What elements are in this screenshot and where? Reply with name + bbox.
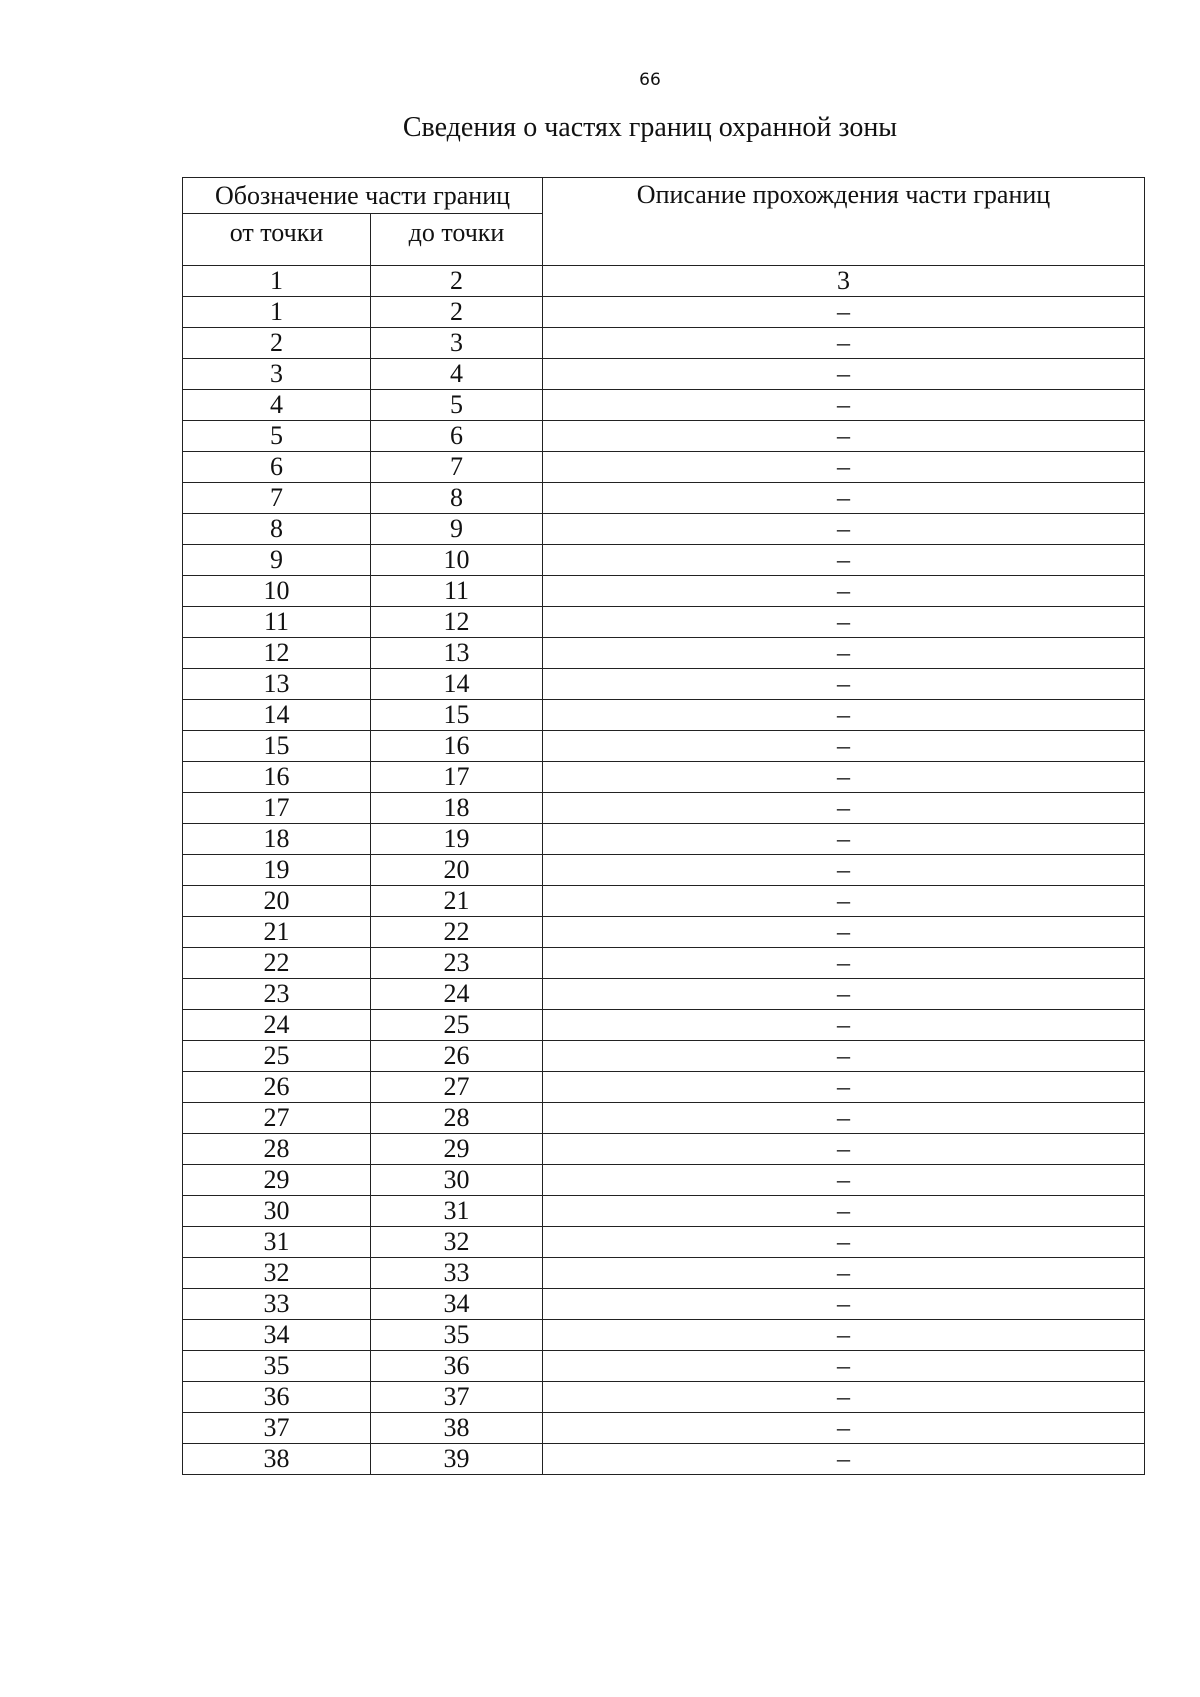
description-cell: – (543, 1413, 1145, 1444)
to-point-cell: 4 (371, 359, 543, 390)
table-row (183, 1413, 1145, 1444)
from-point-cell: 15 (183, 731, 371, 762)
to-point-cell: 9 (371, 514, 543, 545)
description-cell: – (543, 1010, 1145, 1041)
to-point-cell: 14 (371, 669, 543, 700)
to-point-cell: 30 (371, 1165, 543, 1196)
from-point-cell: 9 (183, 545, 371, 576)
from-point-cell: 32 (183, 1258, 371, 1289)
to-point-cell: 27 (371, 1072, 543, 1103)
description-cell: – (543, 1103, 1145, 1134)
to-point-cell: 22 (371, 917, 543, 948)
to-point-cell: 39 (371, 1444, 543, 1475)
from-point-cell: 38 (183, 1444, 371, 1475)
description-cell: – (543, 545, 1145, 576)
description-cell: – (543, 576, 1145, 607)
from-point-cell: 12 (183, 638, 371, 669)
table-row (183, 1103, 1145, 1134)
description-cell: – (543, 607, 1145, 638)
from-point-cell: 18 (183, 824, 371, 855)
table-row (183, 483, 1145, 514)
table-row (183, 1289, 1145, 1320)
to-point-cell: 33 (371, 1258, 543, 1289)
boundary-parts-table (182, 177, 1145, 1475)
from-point-cell: 36 (183, 1382, 371, 1413)
from-point-cell: 29 (183, 1165, 371, 1196)
description-cell: – (543, 1041, 1145, 1072)
to-point-cell: 18 (371, 793, 543, 824)
table-row (183, 328, 1145, 359)
table-row (183, 1165, 1145, 1196)
from-point-cell: 3 (183, 359, 371, 390)
from-point-cell: 22 (183, 948, 371, 979)
from-point-cell: 37 (183, 1413, 371, 1444)
to-point-cell: 37 (371, 1382, 543, 1413)
description-cell: – (543, 1196, 1145, 1227)
to-point-cell: 11 (371, 576, 543, 607)
from-point-cell: 7 (183, 483, 371, 514)
table-row (183, 669, 1145, 700)
table-row (183, 390, 1145, 421)
table-row (183, 886, 1145, 917)
description-cell: – (543, 855, 1145, 886)
from-point-cell: 20 (183, 886, 371, 917)
table-row (183, 917, 1145, 948)
from-point-cell: 25 (183, 1041, 371, 1072)
description-cell: – (543, 1165, 1145, 1196)
description-cell: – (543, 452, 1145, 483)
description-cell: – (543, 421, 1145, 452)
from-point-cell: 26 (183, 1072, 371, 1103)
to-point-cell: 19 (371, 824, 543, 855)
to-point-cell: 15 (371, 700, 543, 731)
header-boundary-designation: Обозначение части границ (183, 178, 543, 214)
table-row (183, 452, 1145, 483)
table-row (183, 855, 1145, 886)
description-cell: – (543, 390, 1145, 421)
from-point-cell: 11 (183, 607, 371, 638)
to-point-cell: 17 (371, 762, 543, 793)
to-point-cell: 20 (371, 855, 543, 886)
description-cell: – (543, 917, 1145, 948)
description-cell: – (543, 886, 1145, 917)
from-point-cell: 8 (183, 514, 371, 545)
to-point-cell: 10 (371, 545, 543, 576)
header-boundary-description: Описание прохождения части границ (543, 178, 1145, 266)
table-row (183, 1258, 1145, 1289)
table-row (183, 1196, 1145, 1227)
from-point-cell: 5 (183, 421, 371, 452)
from-point-cell: 4 (183, 390, 371, 421)
table-row (183, 607, 1145, 638)
from-point-cell: 10 (183, 576, 371, 607)
document-title: Сведения о частях границ охранной зоны (402, 112, 898, 143)
table-row (183, 545, 1145, 576)
table-row (183, 762, 1145, 793)
column-index-cell: 1 (183, 266, 371, 297)
from-point-cell: 14 (183, 700, 371, 731)
description-cell: – (543, 297, 1145, 328)
description-cell: – (543, 1134, 1145, 1165)
table-row (183, 1382, 1145, 1413)
to-point-cell: 21 (371, 886, 543, 917)
table-row (183, 1320, 1145, 1351)
description-cell: – (543, 638, 1145, 669)
table-row (183, 948, 1145, 979)
to-point-cell: 34 (371, 1289, 543, 1320)
from-point-cell: 33 (183, 1289, 371, 1320)
to-point-cell: 3 (371, 328, 543, 359)
description-cell: – (543, 793, 1145, 824)
from-point-cell: 24 (183, 1010, 371, 1041)
table-row (183, 297, 1145, 328)
column-index-cell: 2 (371, 266, 543, 297)
description-cell: – (543, 328, 1145, 359)
to-point-cell: 36 (371, 1351, 543, 1382)
to-point-cell: 7 (371, 452, 543, 483)
from-point-cell: 23 (183, 979, 371, 1010)
from-point-cell: 34 (183, 1320, 371, 1351)
from-point-cell: 28 (183, 1134, 371, 1165)
column-index-row (183, 266, 1145, 297)
description-cell: – (543, 1227, 1145, 1258)
to-point-cell: 32 (371, 1227, 543, 1258)
description-cell: – (543, 1382, 1145, 1413)
to-point-cell: 26 (371, 1041, 543, 1072)
table-row (183, 979, 1145, 1010)
header-from-point: от точки (183, 214, 371, 266)
description-cell: – (543, 731, 1145, 762)
from-point-cell: 13 (183, 669, 371, 700)
description-cell: – (543, 1072, 1145, 1103)
to-point-cell: 24 (371, 979, 543, 1010)
to-point-cell: 29 (371, 1134, 543, 1165)
to-point-cell: 2 (371, 297, 543, 328)
from-point-cell: 17 (183, 793, 371, 824)
from-point-cell: 19 (183, 855, 371, 886)
from-point-cell: 6 (183, 452, 371, 483)
table-row (183, 421, 1145, 452)
to-point-cell: 35 (371, 1320, 543, 1351)
to-point-cell: 6 (371, 421, 543, 452)
table-row (183, 1227, 1145, 1258)
description-cell: – (543, 1444, 1145, 1475)
to-point-cell: 5 (371, 390, 543, 421)
description-cell: – (543, 1351, 1145, 1382)
table-row (183, 514, 1145, 545)
description-cell: – (543, 762, 1145, 793)
table-row (183, 638, 1145, 669)
to-point-cell: 31 (371, 1196, 543, 1227)
to-point-cell: 25 (371, 1010, 543, 1041)
from-point-cell: 30 (183, 1196, 371, 1227)
description-cell: – (543, 1289, 1145, 1320)
description-cell: – (543, 979, 1145, 1010)
description-cell: – (543, 1258, 1145, 1289)
table-row (183, 1351, 1145, 1382)
to-point-cell: 16 (371, 731, 543, 762)
page-number: 66 (639, 70, 661, 90)
table-row (183, 1041, 1145, 1072)
description-cell: – (543, 669, 1145, 700)
description-cell: – (543, 1320, 1145, 1351)
table-row (183, 700, 1145, 731)
from-point-cell: 27 (183, 1103, 371, 1134)
to-point-cell: 23 (371, 948, 543, 979)
from-point-cell: 21 (183, 917, 371, 948)
to-point-cell: 8 (371, 483, 543, 514)
table-row (183, 731, 1145, 762)
to-point-cell: 28 (371, 1103, 543, 1134)
to-point-cell: 13 (371, 638, 543, 669)
header-to-point: до точки (371, 214, 543, 266)
table-body (183, 266, 1145, 1475)
description-cell: – (543, 514, 1145, 545)
table-row (183, 1134, 1145, 1165)
from-point-cell: 1 (183, 297, 371, 328)
from-point-cell: 35 (183, 1351, 371, 1382)
description-cell: – (543, 824, 1145, 855)
from-point-cell: 31 (183, 1227, 371, 1258)
table-row (183, 1072, 1145, 1103)
table-row (183, 1444, 1145, 1475)
description-cell: – (543, 483, 1145, 514)
to-point-cell: 12 (371, 607, 543, 638)
table-row (183, 1010, 1145, 1041)
to-point-cell: 38 (371, 1413, 543, 1444)
table-row (183, 824, 1145, 855)
from-point-cell: 16 (183, 762, 371, 793)
table-row (183, 793, 1145, 824)
table-row (183, 359, 1145, 390)
from-point-cell: 2 (183, 328, 371, 359)
description-cell: – (543, 359, 1145, 390)
table-row (183, 576, 1145, 607)
description-cell: – (543, 948, 1145, 979)
description-cell: – (543, 700, 1145, 731)
column-index-cell: 3 (543, 266, 1145, 297)
